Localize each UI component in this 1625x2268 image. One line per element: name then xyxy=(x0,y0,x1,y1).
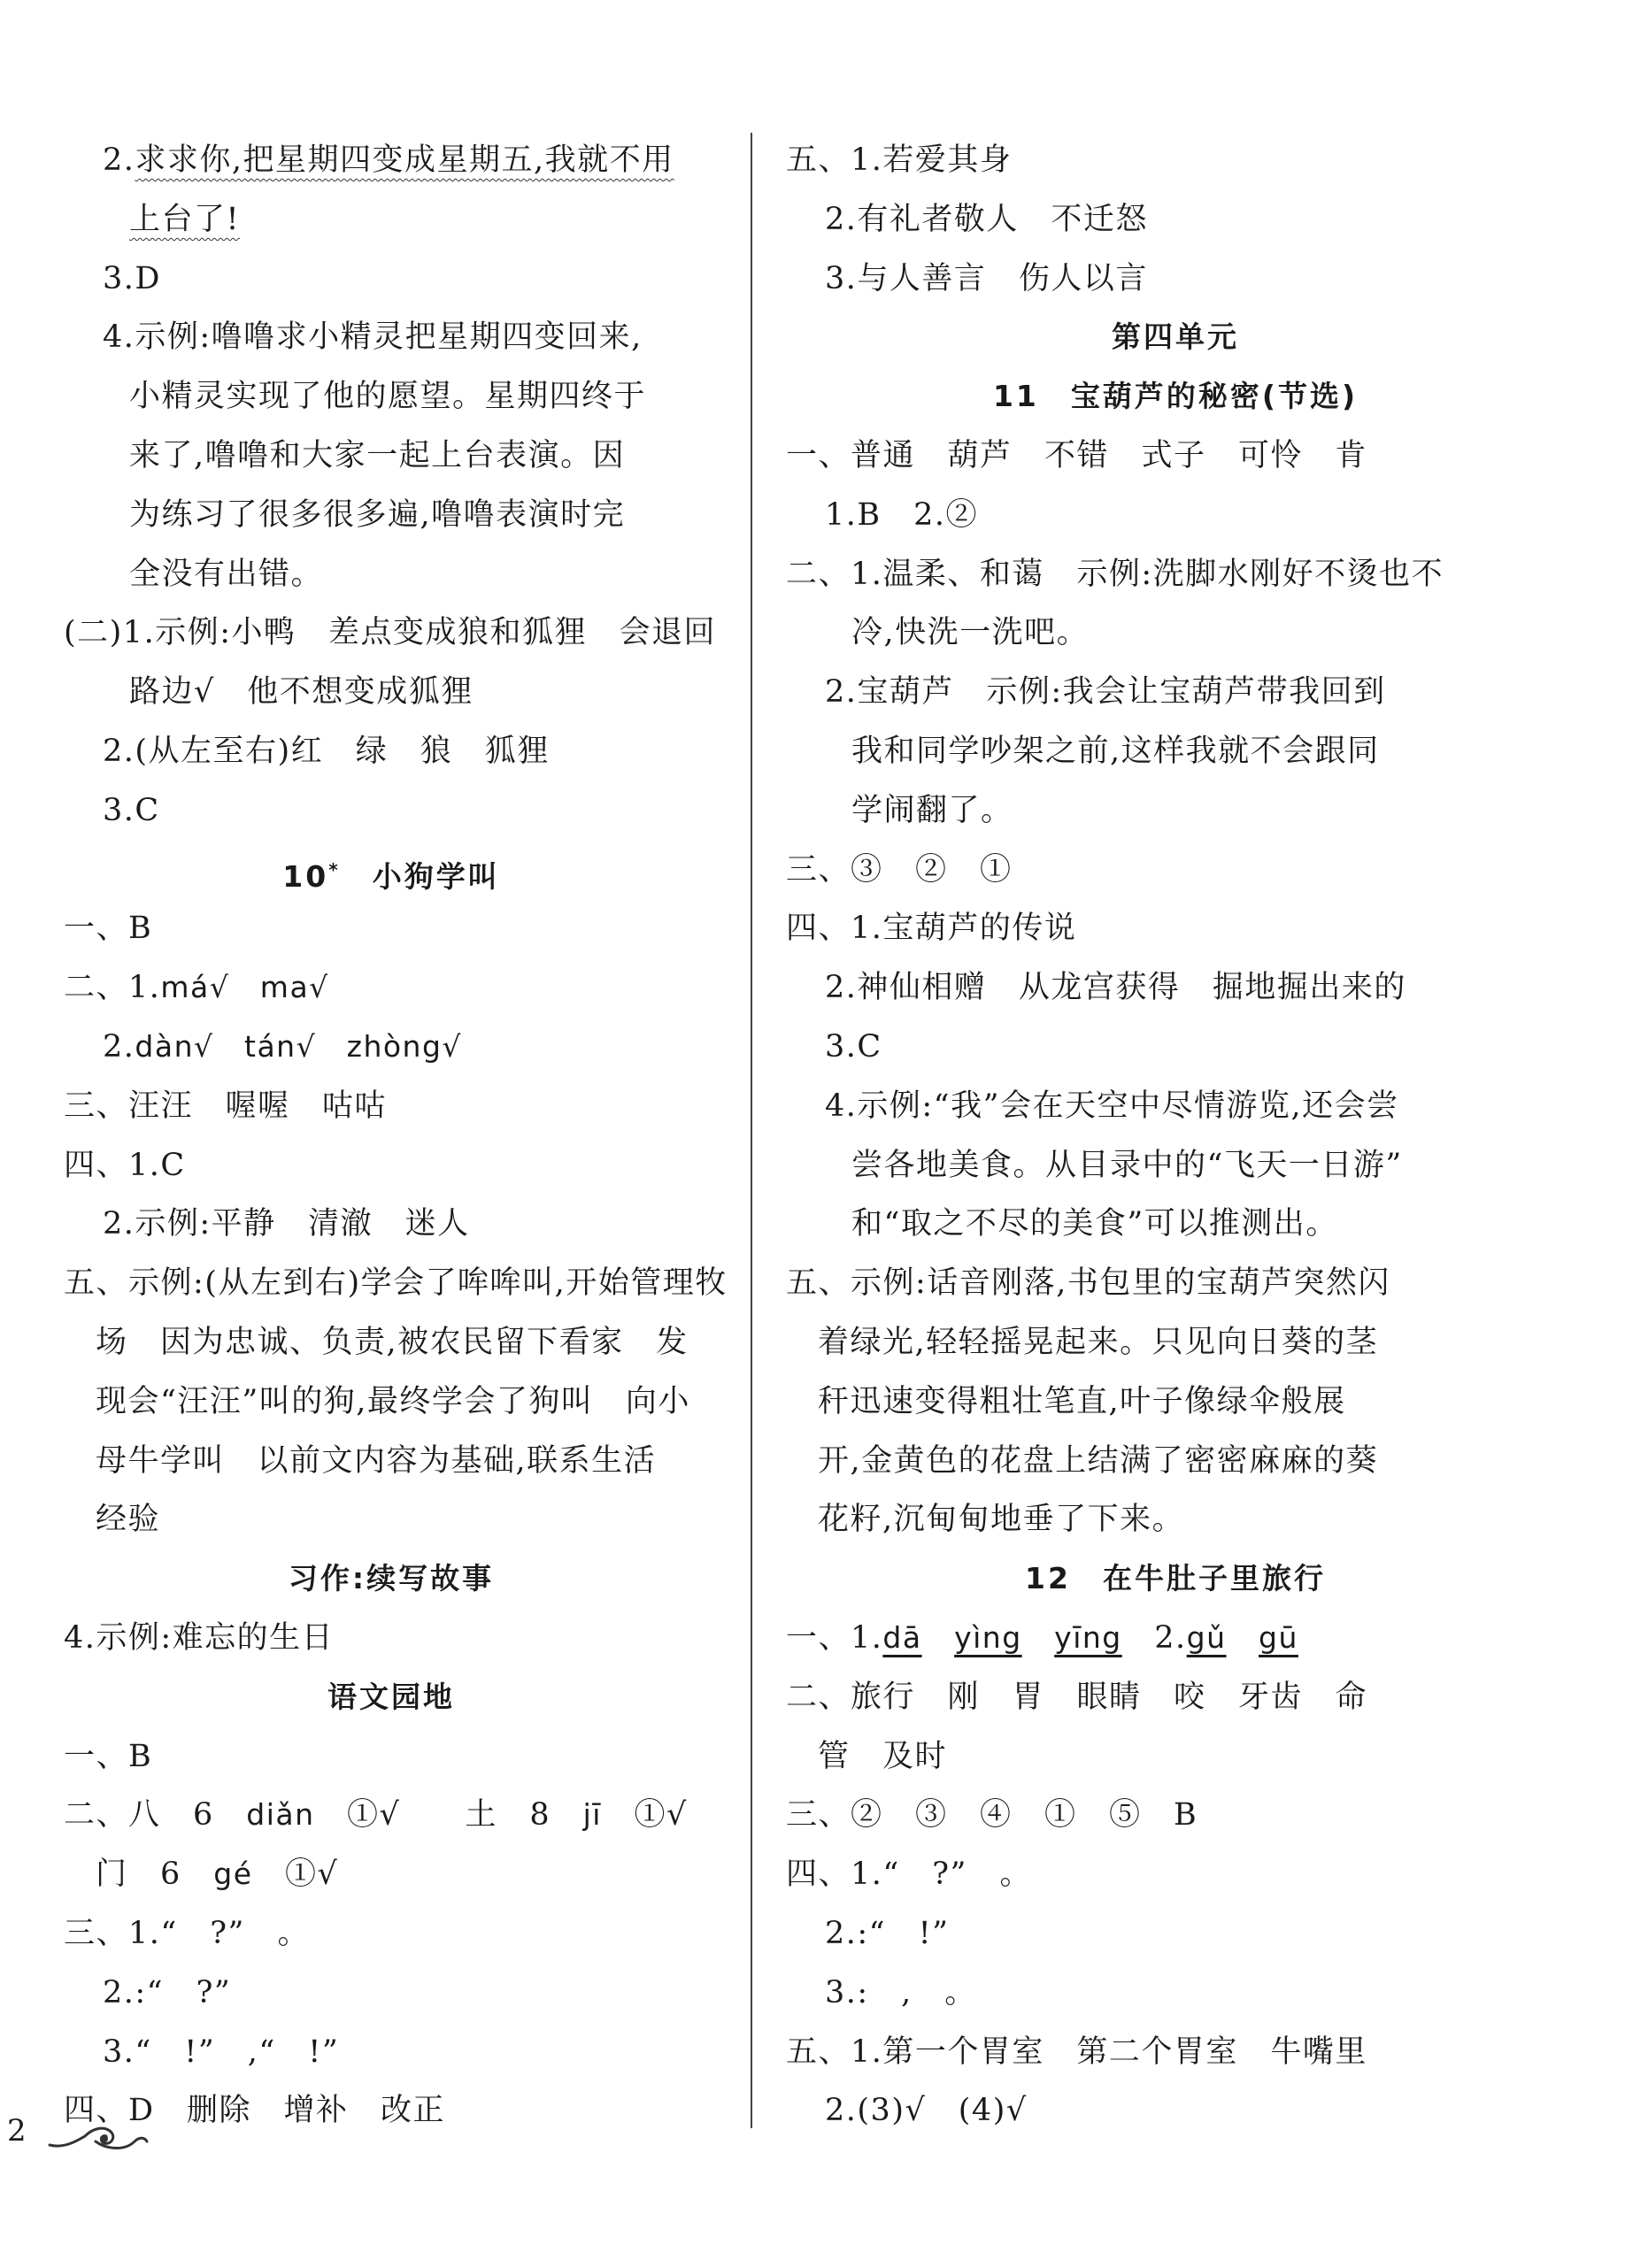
left-line-segment: gé xyxy=(213,1857,253,1892)
left-line: 五、示例:(从左到右)学会了哞哞叫,开始管理牧 xyxy=(64,1265,728,1302)
right-line: 11 宝葫芦的秘密(节选) xyxy=(992,379,1359,414)
right-line-segment xyxy=(1227,1620,1259,1656)
right-line: 学闹翻了。 xyxy=(851,792,1013,828)
left-line: 2.示例:平静 清澈 迷人 xyxy=(103,1206,470,1242)
left-line-segment: dàn√ tán√ zhòng√ xyxy=(135,1028,462,1064)
left-line: 四、D 删除 增补 改正 xyxy=(64,2093,446,2129)
right-line-segment: yīng xyxy=(1054,1619,1122,1655)
right-line: 2.宝葫芦 示例:我会让宝葫芦带我回到 xyxy=(825,674,1386,711)
left-line-segment: 10 xyxy=(282,858,329,894)
left-line xyxy=(64,1018,719,1077)
left-line-segment: má√ ma√ xyxy=(160,970,329,1005)
left-line: 经验 xyxy=(96,1502,161,1538)
left-line: 3.“ !” ,“ !” xyxy=(103,2034,340,2070)
left-line-segment: * xyxy=(328,858,341,880)
left-line xyxy=(64,190,719,250)
left-line: 现会“汪汪”叫的狗,最终学会了狗叫 向小 xyxy=(96,1383,690,1419)
left-line-segment: diǎn xyxy=(246,1797,315,1833)
right-line: 三、② ③ ④ ① ⑤ B xyxy=(786,1797,1198,1834)
left-line: 三、1.“ ?” 。 xyxy=(64,1915,310,1951)
right-line: 四、1.“ ?” 。 xyxy=(786,1857,1032,1893)
column-divider xyxy=(751,133,752,2128)
left-line: 小精灵实现了他的愿望。星期四终于 xyxy=(129,379,647,415)
right-line: 第四单元 xyxy=(1112,319,1239,355)
left-line: 3.C xyxy=(103,792,160,828)
left-line: 路边√ 他不想变成狐狸 xyxy=(129,674,474,711)
right-line: 五、1.若爱其身 xyxy=(786,142,1013,178)
right-line-segment: yìng xyxy=(954,1619,1022,1655)
right-line-segment xyxy=(922,1620,955,1656)
left-line-segment: 门 6 xyxy=(96,1857,214,1893)
left-line: 为练习了很多很多遍,噜噜表演时完 xyxy=(129,496,626,533)
left-line: 母牛学叫 以前文内容为基础,联系生活 xyxy=(96,1442,657,1479)
right-line: 2.(3)√ (4)√ xyxy=(825,2093,1028,2129)
left-line-segment: 小狗学叫 xyxy=(340,858,500,894)
right-line: 4.示例:“我”会在天空中尽情游览,还会尝 xyxy=(825,1088,1399,1124)
right-line xyxy=(786,1609,1565,1668)
left-line: 3.D xyxy=(103,260,161,296)
left-line xyxy=(64,1845,719,1904)
left-line xyxy=(64,131,719,190)
right-line: 和“取之不尽的美食”可以推测出。 xyxy=(851,1206,1338,1242)
cloud-ornament-icon xyxy=(46,2115,152,2157)
right-line: 二、旅行 刚 胃 眼睛 咬 牙齿 命 xyxy=(786,1679,1368,1715)
left-line: 4.示例:噜噜求小精灵把星期四变回来, xyxy=(103,319,643,356)
right-line: 五、示例:话音刚落,书包里的宝葫芦突然闪 xyxy=(786,1265,1390,1302)
right-line: 开,金黄色的花盘上结满了密密麻麻的葵 xyxy=(818,1442,1379,1479)
left-line xyxy=(64,958,719,1018)
right-line: 一、普通 葫芦 不错 式子 可怜 肯 xyxy=(786,437,1368,473)
right-line: 冷,快洗一洗吧。 xyxy=(851,615,1090,651)
right-line: 3.: , 。 xyxy=(825,1974,977,2010)
right-line: 二、1.温柔、和蔼 示例:洗脚水刚好不烫也不 xyxy=(786,556,1444,592)
right-line-segment: gū xyxy=(1259,1619,1298,1655)
right-line-segment: 2. xyxy=(1121,1619,1187,1656)
left-column xyxy=(64,131,728,2141)
left-line: 一、B xyxy=(64,1738,153,1774)
left-line-segment: 上台了! xyxy=(129,201,241,237)
right-line: 三、③ ② ① xyxy=(786,851,1013,888)
left-line: 语文园地 xyxy=(327,1679,455,1714)
right-line-segment: 一、1. xyxy=(786,1619,883,1656)
left-line-segment: ①√ xyxy=(252,1857,339,1893)
left-line: 2.:“ ?” xyxy=(103,1974,232,2010)
right-line-segment: gǔ xyxy=(1186,1619,1227,1655)
left-line: 全没有出错。 xyxy=(129,556,324,592)
left-line-segment: 二、1. xyxy=(64,970,161,1006)
left-line-segment: ①√ xyxy=(601,1797,688,1834)
right-line-segment: dā xyxy=(882,1619,922,1655)
left-line: 场 因为忠诚、负责,被农民留下看家 发 xyxy=(96,1324,689,1360)
right-line: 3.与人善言 伤人以言 xyxy=(825,260,1148,296)
right-line: 2.神仙相赠 从龙宫获得 掘地掘出来的 xyxy=(825,970,1406,1006)
right-line: 管 及时 xyxy=(818,1738,948,1774)
left-line-segment: jī xyxy=(582,1797,602,1833)
left-line-segment: 2. xyxy=(103,1028,135,1065)
page-number: 2 xyxy=(7,2113,27,2149)
right-line: 五、1.第一个胃室 第二个胃室 牛嘴里 xyxy=(786,2034,1367,2070)
right-line: 花籽,沉甸甸地垂了下来。 xyxy=(818,1502,1185,1538)
left-line: 来了,噜噜和大家一起上台表演。因 xyxy=(129,437,626,473)
right-line: 着绿光,轻轻摇晃起来。只见向日葵的茎 xyxy=(818,1324,1379,1360)
right-line: 2.:“ !” xyxy=(825,1915,950,1951)
left-line: 三、汪汪 喔喔 咕咕 xyxy=(64,1088,388,1124)
right-line: 3.C xyxy=(825,1028,882,1065)
right-line-segment xyxy=(1022,1620,1055,1656)
left-line-segment: 2. xyxy=(103,142,135,178)
left-line xyxy=(64,1786,719,1845)
right-line: 秆迅速变得粗壮笔直,叶子像绿伞般展 xyxy=(818,1383,1346,1419)
left-line: (二)1.示例:小鸭 差点变成狼和狐狸 会退回 xyxy=(64,615,716,651)
left-line: 2.(从左至右)红 绿 狼 狐狸 xyxy=(103,733,550,769)
left-line-segment: 求求你,把星期四变成星期五,我就不用 xyxy=(135,142,674,178)
right-line: 2.有礼者敬人 不迁怒 xyxy=(825,201,1148,237)
right-line: 1.B 2.② xyxy=(825,496,979,533)
left-line xyxy=(64,841,719,900)
right-line: 12 在牛肚子里旅行 xyxy=(1025,1561,1326,1596)
left-line: 一、B xyxy=(64,911,153,947)
right-line: 四、1.宝葫芦的传说 xyxy=(786,911,1077,947)
right-line: 我和同学吵架之前,这样我就不会跟同 xyxy=(851,733,1380,769)
right-column xyxy=(786,131,1565,2141)
left-line-segment: ①√ 土 8 xyxy=(314,1797,583,1834)
right-line: 尝各地美食。从目录中的“飞天一日游” xyxy=(851,1147,1403,1183)
left-line: 习作:续写故事 xyxy=(288,1561,495,1596)
left-line-segment: 二、八 6 xyxy=(64,1797,247,1834)
left-line: 4.示例:难忘的生日 xyxy=(64,1619,335,1656)
left-line: 四、1.C xyxy=(64,1147,186,1183)
